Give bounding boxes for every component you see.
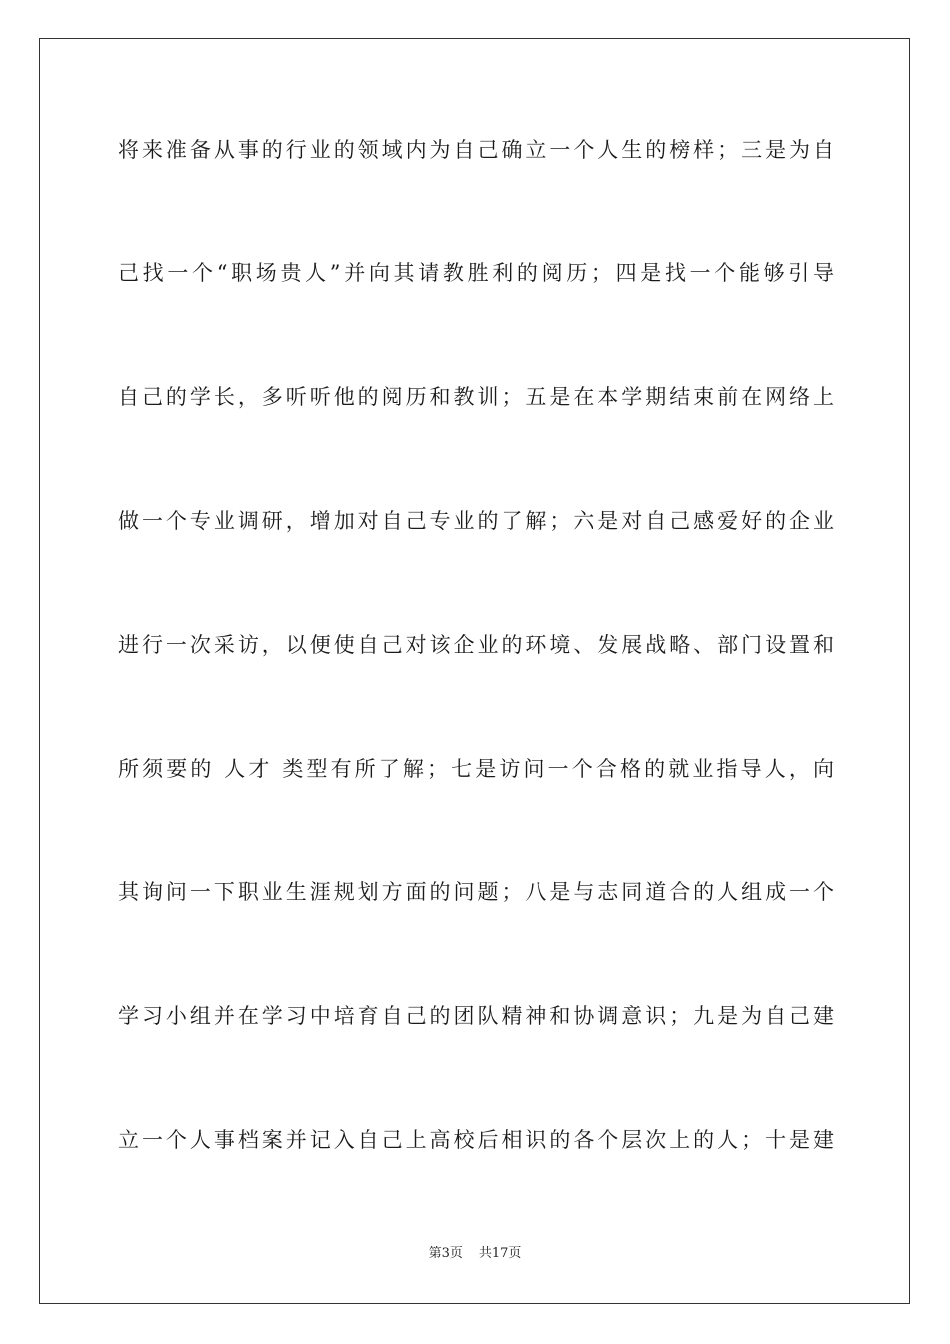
page-number: 第3页 [428,1246,463,1261]
text-line: 立一个人事档案并记入自己上高校后相识的各个层次上的人；十是建 [118,1128,834,1152]
text-line: 己找一个“职场贵人”并向其请教胜利的阅历；四是找一个能够引导 [118,261,834,285]
text-line: 其询问一下职业生涯规划方面的问题；八是与志同道合的人组成一个 [118,880,834,904]
text-line: 进行一次采访，以便使自己对该企业的环境、发展战略、部门设置和 [118,633,834,657]
page-border [39,38,910,1304]
text-line: 将来准备从事的行业的领域内为自己确立一个人生的榜样；三是为自 [118,138,834,162]
page-footer [0,1245,950,1263]
text-line: 自己的学长，多听听他的阅历和教训；五是在本学期结束前在网络上 [118,385,834,409]
page-total: 共17页 [478,1246,522,1261]
text-line: 做一个专业调研，增加对自己专业的了解；六是对自己感爱好的企业 [118,509,834,533]
text-line: 学习小组并在学习中培育自己的团队精神和协调意识；九是为自己建 [118,1004,834,1028]
text-line: 所须要的 人才 类型有所了解；七是访问一个合格的就业指导人，向 [118,757,834,781]
